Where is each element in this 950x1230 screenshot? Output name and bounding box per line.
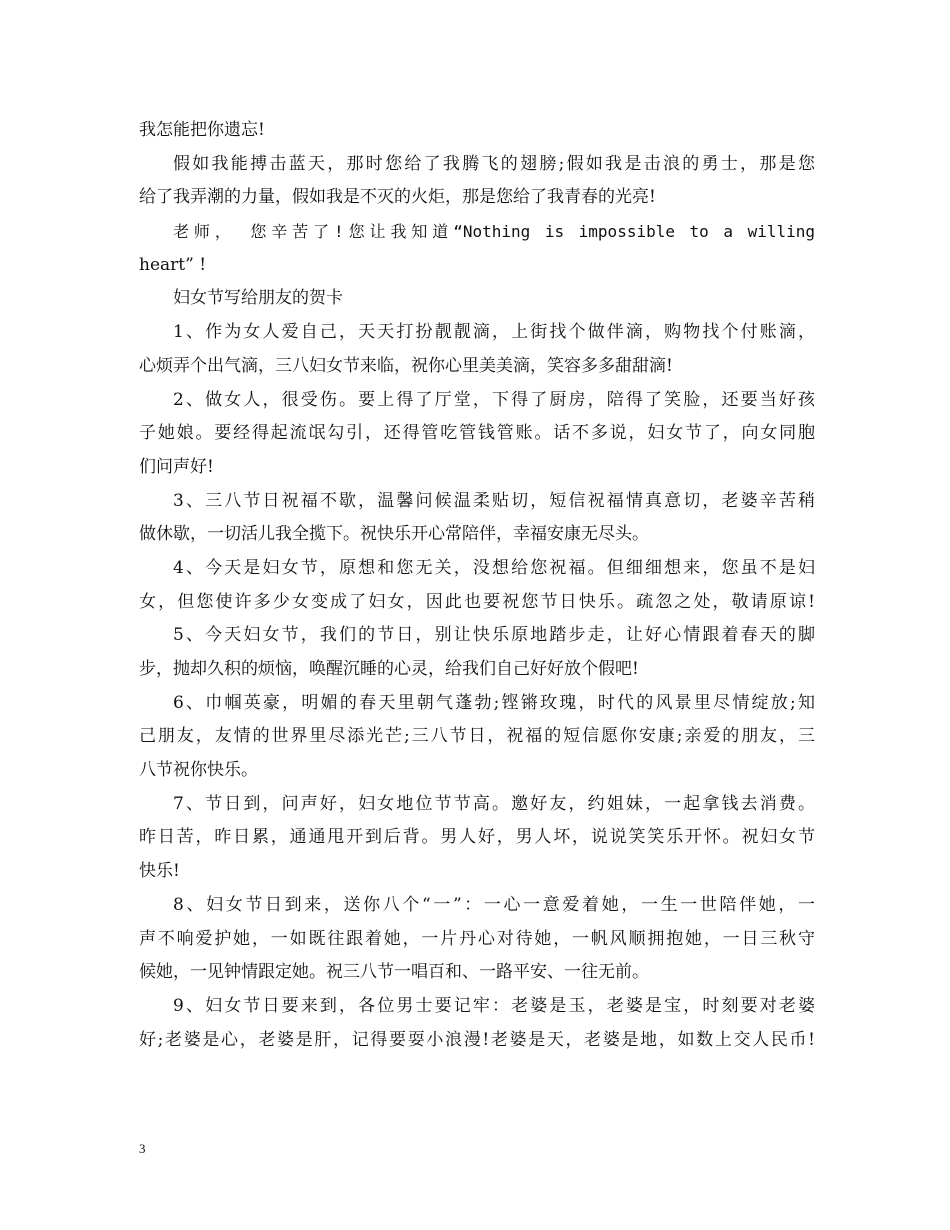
text-line: 心烦弄个出气滴，三八妇女节来临，祝你心里美美滴，笑容多多甜甜滴! xyxy=(139,355,673,376)
page-number: 3 xyxy=(139,1141,146,1156)
text-line: 好;老婆是心，老婆是肝，记得要耍小浪漫!老婆是天，老婆是地，如数上交人民币! xyxy=(139,1029,815,1050)
text-line: 子她娘。要经得起流氓勾引，还得管吃管钱管账。话不多说，妇女节了，向女同胞 xyxy=(139,423,815,444)
section-heading: 妇女节写给朋友的贺卡 xyxy=(173,288,343,309)
text-line: 女，但您使许多少女变成了妇女，因此也要祝您节日快乐。疏忽之处，敬请原谅! xyxy=(139,591,815,612)
text-line: 1、作为女人爱自己，天天打扮靓靓滴，上街找个做伴滴，购物找个付账滴， xyxy=(173,322,815,343)
text-line: 6、巾帼英豪，明媚的春天里朝气蓬勃;铿锵玫瑰，时代的风景里尽情绽放;知 xyxy=(173,692,815,713)
text-line: 快乐! xyxy=(139,861,180,882)
text-line: 们问声好! xyxy=(139,456,214,477)
text-line: 做休歇，一切活儿我全揽下。祝快乐开心常陪伴，幸福安康无尽头。 xyxy=(139,524,649,545)
text-line: 8、妇女节日到来，送你八个“一”：一心一意爱着她，一生一世陪伴她，一 xyxy=(173,894,815,915)
text-line: 3、三八节日祝福不歇，温馨问候温柔贴切，短信祝福情真意切，老婆辛苦稍 xyxy=(173,490,815,511)
text-line: 2、做女人，很受伤。要上得了厅堂，下得了厨房，陪得了笑脸，还要当好孩 xyxy=(173,389,815,410)
text-line: 5、今天妇女节，我们的节日，别让快乐原地踏步走，让好心情跟着春天的脚 xyxy=(173,625,815,646)
text-line: 老师， 您辛苦了!您让我知道“Nothing is impossible to a willing xyxy=(173,222,815,242)
text-line: 步，抛却久积的烦恼，唤醒沉睡的心灵，给我们自己好好放个假吧! xyxy=(139,659,639,679)
text-line: 假如我能搏击蓝天，那时您给了我腾飞的翅膀;假如我是击浪的勇士，那是您 xyxy=(173,153,815,174)
text-line: 昨日苦，昨日累，通通甩开到后背。男人好，男人坏，说说笑笑乐开怀。祝妇女节 xyxy=(139,827,815,848)
text-line: 己朋友，友情的世界里尽添光芒;三八节日，祝福的短信愿你安康;亲爱的朋友，三 xyxy=(139,726,815,747)
text-line: 候她，一见钟情跟定她。祝三八节一唱百和、一路平安、一往无前。 xyxy=(139,962,649,983)
text-line: 4、今天是妇女节，原想和您无关，没想给您祝福。但细细想来，您虽不是妇 xyxy=(173,557,815,578)
text-line: 9、妇女节日要来到，各位男士要记牢：老婆是玉，老婆是宝，时刻要对老婆 xyxy=(173,995,815,1016)
document-body xyxy=(139,114,815,1057)
text-line: heart” ! xyxy=(139,254,207,275)
text-line: 7、节日到，问声好，妇女地位节节高。邀好友，约姐妹，一起拿钱去消费。 xyxy=(173,793,815,814)
text-line: 声不响爱护她，一如既往跟着她，一片丹心对待她，一帆风顺拥抱她，一日三秋守 xyxy=(139,928,815,949)
text-line: 给了我弄潮的力量，假如我是不灭的火炬，那是您给了我青春的光亮! xyxy=(139,187,656,208)
text-line: 八节祝你快乐。 xyxy=(139,760,258,781)
text-line: 我怎能把你遗忘! xyxy=(139,120,265,140)
